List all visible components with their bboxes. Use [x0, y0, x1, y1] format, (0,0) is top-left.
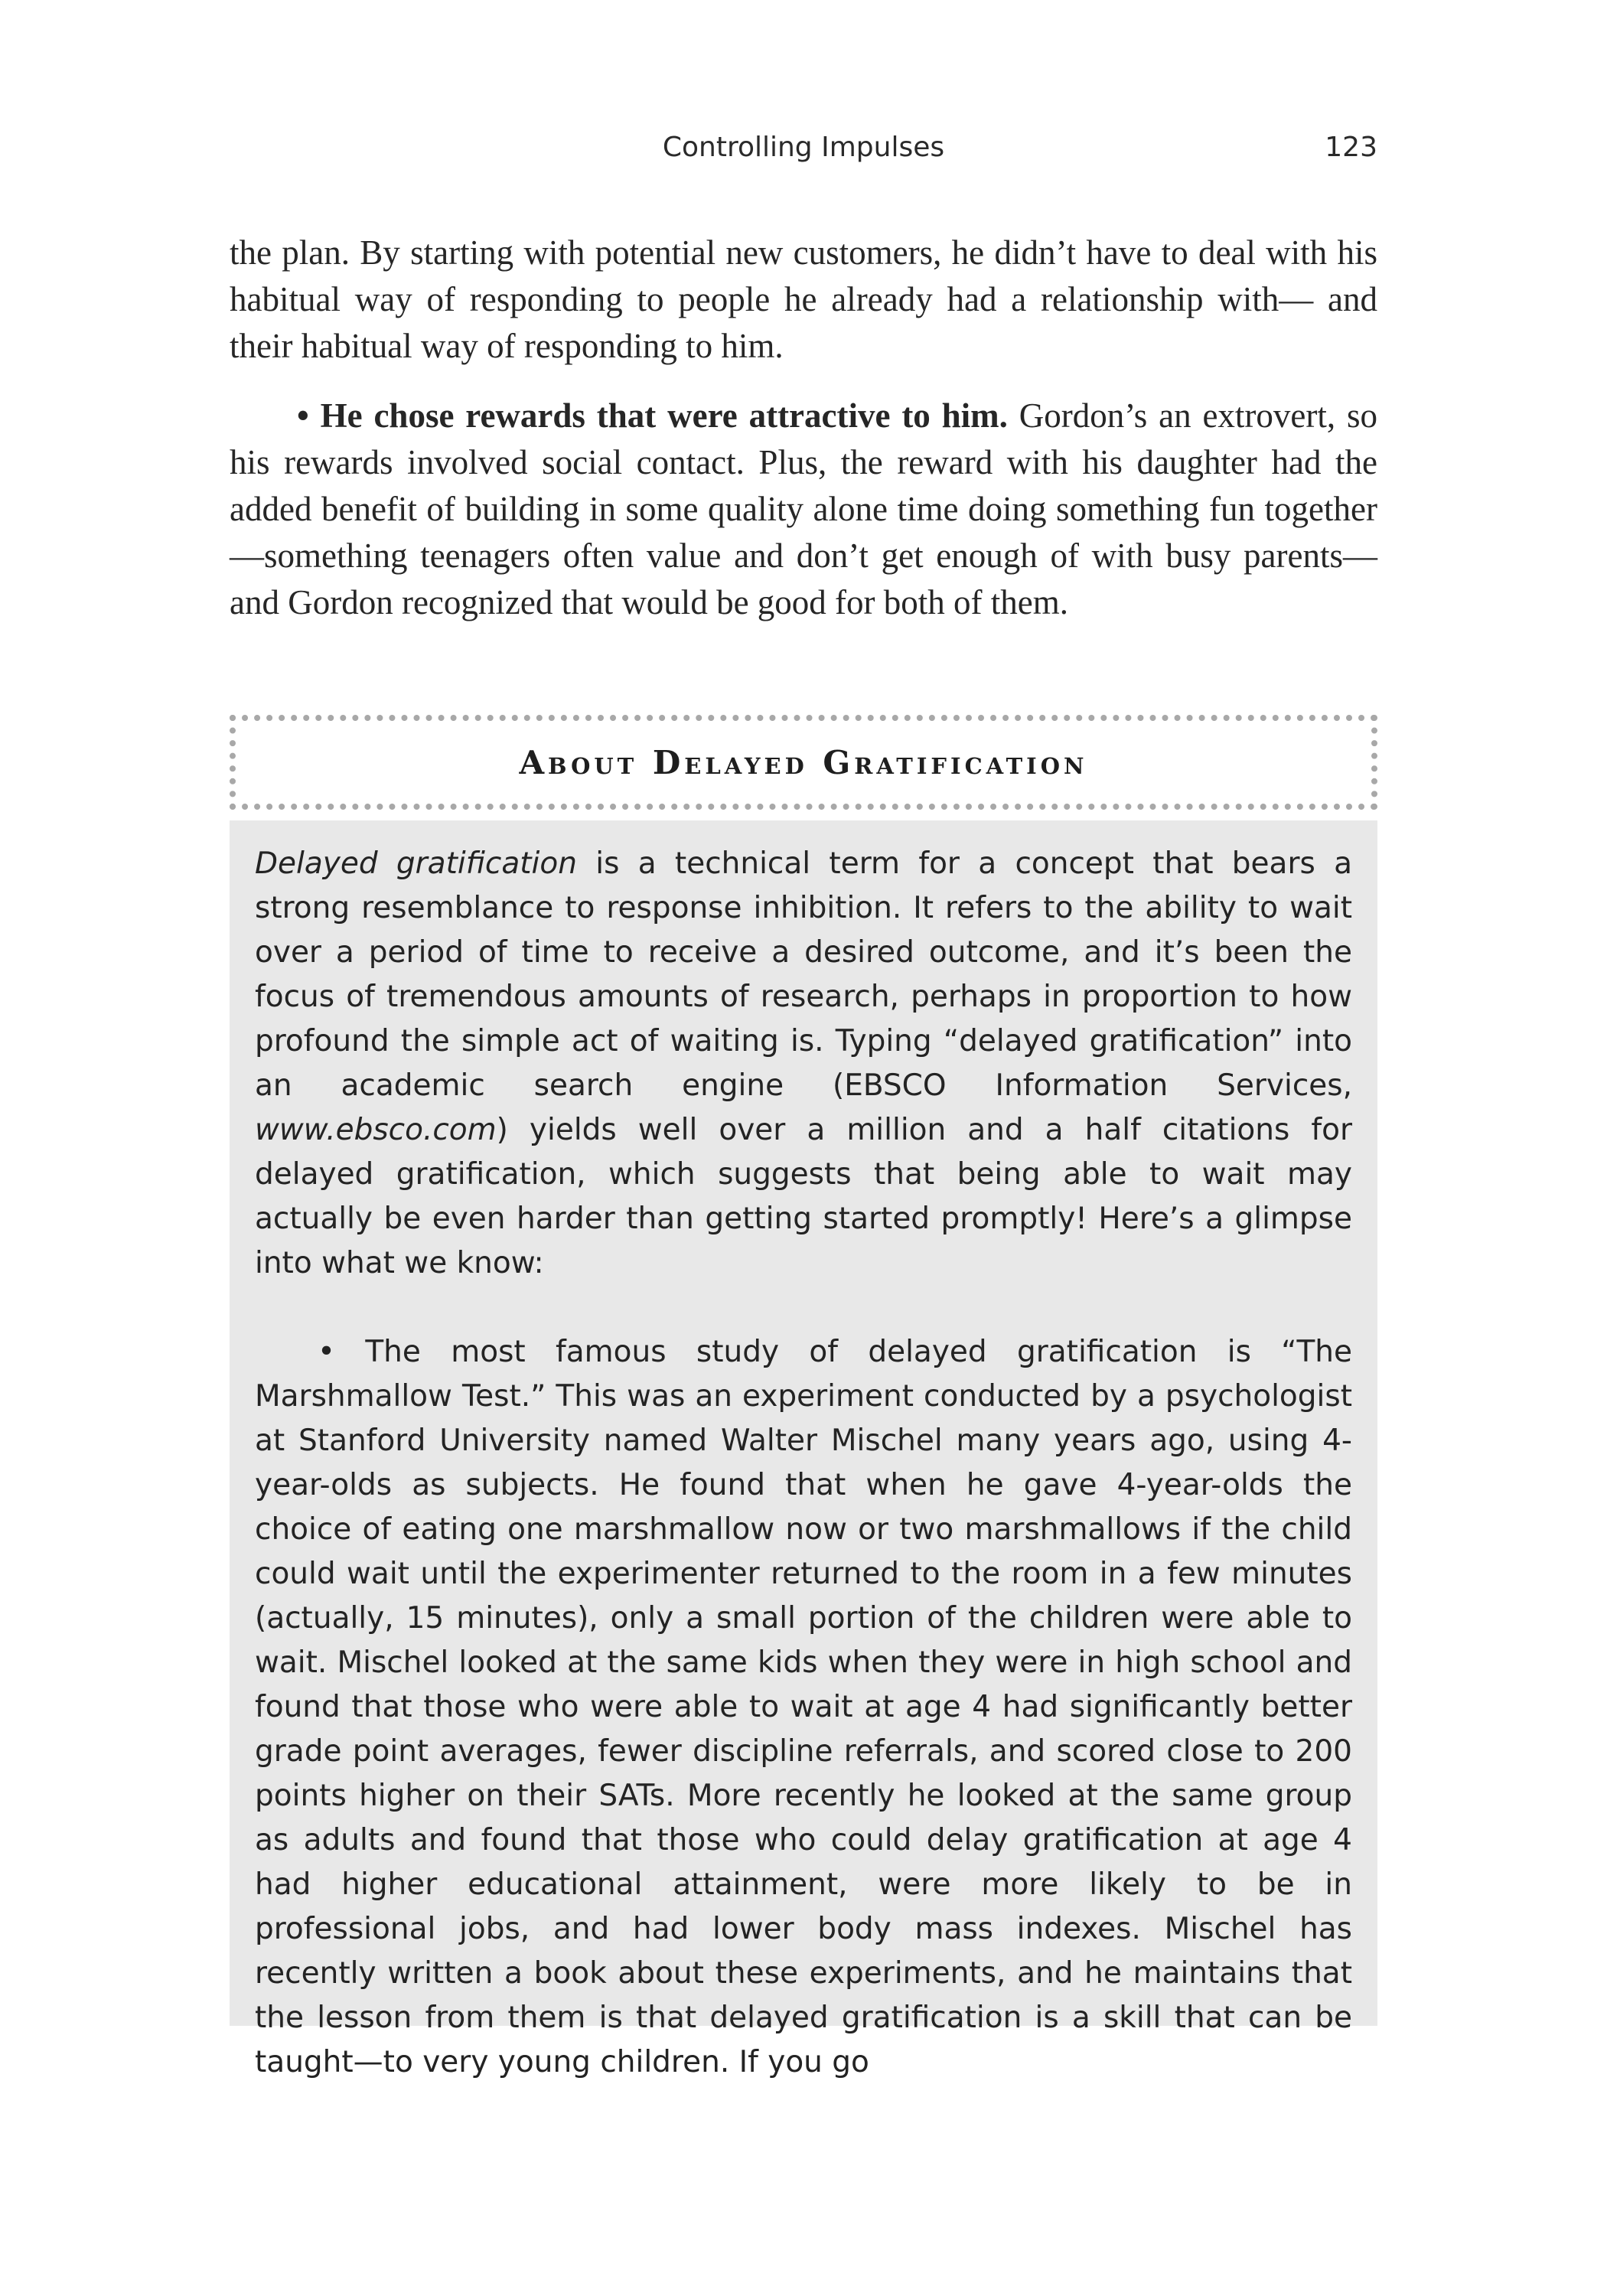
sidebar-title: About Delayed Gratification	[519, 743, 1088, 781]
sidebar-title-box	[230, 715, 1377, 810]
body-text	[230, 230, 1377, 626]
running-header	[230, 132, 1377, 178]
sidebar-body	[230, 820, 1377, 2079]
sidebar-text: ) yields well over a million and a half citations for delayed gratification, which suggests that being able to wait may actually be even harder than getting started promptly! Here’s a glimpse into what we know:	[255, 1113, 1352, 1280]
body-paragraph: the plan. By starting with potential new customers, he didn’t have to deal with his habitual way of responding to people he already had a relationship with— and their habitual way of responding to him.	[230, 233, 1377, 365]
term-delayed-gratification: Delayed gratification	[255, 846, 577, 881]
bullet-lead: • He chose rewards that were attractive to him.	[297, 396, 1008, 435]
running-title: Controlling Impulses	[662, 132, 945, 163]
sidebar-paragraph-marshmallow: • The most famous study of delayed gratification is “The Marshmallow Test.” This was an experiment conducted by a psychologist at Stanford University named Walter Mischel many years ago, using 4-year-olds as subjects. He found that when he gave 4-year-olds the choice of eating one marshmallow now or two marshmallows if the child could wait until the experimenter returned to the room in a few minutes (actually, 15 minutes), only a small portion of the children were able to wait. Mischel looked at the same kids when they were in high school and found that those who were able to wait at age 4 had significantly better grade point averages, fewer discipline referrals, and scored close to 200 points higher on their SATs. More recently he looked at the same group as adults and found that those who could delay gratification at age 4 had higher educational attainment, were more likely to be in professional jobs, and had lower body mass indexes. Mischel has recently written a book about these experiments, and he maintains that the lesson from them is that delayed gratification is a skill that can be taught—to very young children. If you go	[255, 1335, 1352, 2079]
bullet-paragraph	[230, 393, 1377, 626]
ebsco-url: www.ebsco.com	[255, 1113, 497, 1147]
sidebar-text: is a technical term for a concept that bears a strong resemblance to response inhibition. It refers to the ability to wait over a period of time to receive a desired outcome, and it’s been the focus of tremendous amounts of research, perhaps in proportion to how profound the simple act of waiting is. Typing “delayed gratification” into an academic search engine (EBSCO Information Services,	[255, 846, 1352, 1103]
sidebar-paragraph-intro	[255, 842, 1352, 1286]
page-number: 123	[1325, 132, 1377, 163]
bullet-text: Gordon’s an extrovert, so his rewards involved social contact. Plus, the reward with his daughter had the added benefit of building in some quality alone time doing something fun together—something teenagers often value and don’t get enough of with busy parents—and Gordon recognized that would be good for both of them.	[230, 396, 1377, 621]
